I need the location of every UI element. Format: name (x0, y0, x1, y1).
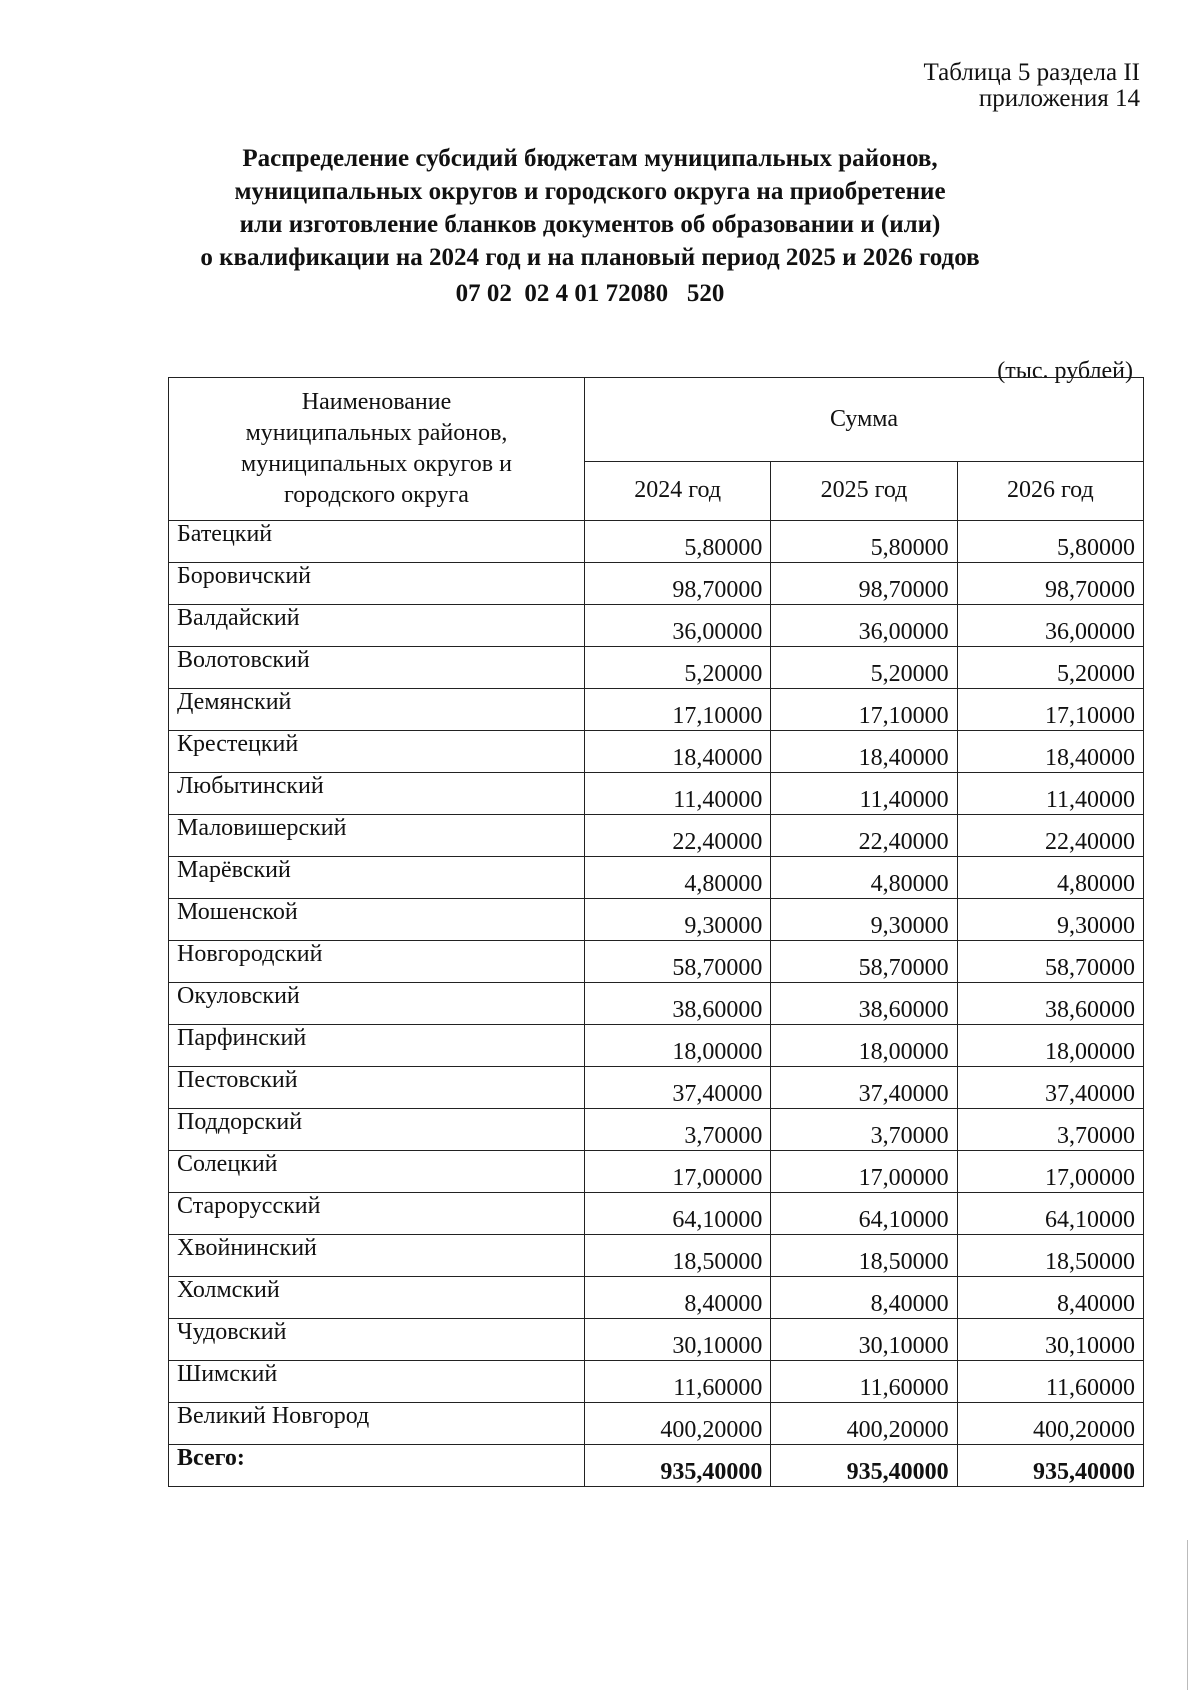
table-row (169, 521, 1144, 563)
district-name-cell: Великий Новгород (169, 1403, 585, 1445)
year-header-2024: 2024 год (585, 461, 771, 520)
name-header-line: городского округа (284, 482, 469, 508)
table-body (169, 521, 1144, 1487)
value-2024-cell: 18,50000 (585, 1235, 771, 1277)
value-2024-cell: 38,60000 (585, 983, 771, 1025)
value-2025-cell: 36,00000 (771, 605, 957, 647)
table-row (169, 1277, 1144, 1319)
district-name-cell: Валдайский (169, 605, 585, 647)
value-2025-cell: 9,30000 (771, 899, 957, 941)
value-2025-cell: 58,70000 (771, 941, 957, 983)
title-line: Распределение субсидий бюджетам муниципальных районов, (242, 145, 938, 172)
value-2026-cell: 22,40000 (957, 815, 1143, 857)
value-2026-cell: 4,80000 (957, 857, 1143, 899)
value-2024-cell: 17,00000 (585, 1151, 771, 1193)
table-row (169, 983, 1144, 1025)
value-2026-cell: 36,00000 (957, 605, 1143, 647)
value-2024-cell: 17,10000 (585, 689, 771, 731)
district-name-cell: Старорусский (169, 1193, 585, 1235)
name-header-line: Наименование (301, 389, 452, 415)
value-2024-cell: 64,10000 (585, 1193, 771, 1235)
value-2026-cell: 400,20000 (957, 1403, 1143, 1445)
value-2024-cell: 5,80000 (585, 521, 771, 563)
value-2025-cell: 22,40000 (771, 815, 957, 857)
value-2024-cell: 98,70000 (585, 563, 771, 605)
value-2024-cell: 22,40000 (585, 815, 771, 857)
district-name-cell: Холмский (169, 1277, 585, 1319)
value-2026-cell: 58,70000 (957, 941, 1143, 983)
value-2025-cell: 5,80000 (771, 521, 957, 563)
district-name-cell: Новгородский (169, 941, 585, 983)
value-2025-cell: 8,40000 (771, 1277, 957, 1319)
value-2026-cell: 5,20000 (957, 647, 1143, 689)
value-2024-cell: 18,00000 (585, 1025, 771, 1067)
value-2024-cell: 58,70000 (585, 941, 771, 983)
district-name-cell: Волотовский (169, 647, 585, 689)
district-name-cell: Батецкий (169, 521, 585, 563)
table-row (169, 1361, 1144, 1403)
value-2026-cell: 64,10000 (957, 1193, 1143, 1235)
table-row (169, 1151, 1144, 1193)
year-header-2026: 2026 год (957, 461, 1143, 520)
value-2025-cell: 17,10000 (771, 689, 957, 731)
value-2024-cell: 5,20000 (585, 647, 771, 689)
value-2024-cell: 18,40000 (585, 731, 771, 773)
table-row (169, 731, 1144, 773)
district-name-cell: Солецкий (169, 1151, 585, 1193)
value-2024-cell: 37,40000 (585, 1067, 771, 1109)
table-row (169, 899, 1144, 941)
value-2024-cell: 11,60000 (585, 1361, 771, 1403)
district-name-cell: Окуловский (169, 983, 585, 1025)
table-row (169, 1067, 1144, 1109)
value-2024-cell: 3,70000 (585, 1109, 771, 1151)
value-2025-cell: 18,40000 (771, 731, 957, 773)
district-name-cell: Чудовский (169, 1319, 585, 1361)
value-2026-cell: 935,40000 (957, 1445, 1143, 1487)
table-row (169, 563, 1144, 605)
year-header-2025: 2025 год (771, 461, 957, 520)
district-name-cell: Всего: (169, 1445, 585, 1487)
district-name-cell: Любытинский (169, 773, 585, 815)
value-2024-cell: 935,40000 (585, 1445, 771, 1487)
value-2025-cell: 38,60000 (771, 983, 957, 1025)
budget-code: 07 02 02 4 01 72080 520 (455, 280, 725, 307)
value-2025-cell: 5,20000 (771, 647, 957, 689)
value-2026-cell: 3,70000 (957, 1109, 1143, 1151)
table-row (169, 773, 1144, 815)
table-row (169, 1025, 1144, 1067)
table-row (169, 1403, 1144, 1445)
district-name-cell: Хвойнинский (169, 1235, 585, 1277)
appendix-line-1: Таблица 5 раздела II (923, 59, 1140, 86)
appendix-reference (924, 60, 1140, 112)
name-column-header (169, 378, 585, 521)
table-row (169, 815, 1144, 857)
value-2024-cell: 36,00000 (585, 605, 771, 647)
value-2024-cell: 11,40000 (585, 773, 771, 815)
value-2026-cell: 18,00000 (957, 1025, 1143, 1067)
table-row (169, 605, 1144, 647)
value-2024-cell: 30,10000 (585, 1319, 771, 1361)
total-row (169, 1445, 1144, 1487)
value-2026-cell: 37,40000 (957, 1067, 1143, 1109)
value-2026-cell: 17,10000 (957, 689, 1143, 731)
document-title (150, 142, 1030, 274)
value-2026-cell: 38,60000 (957, 983, 1143, 1025)
district-name-cell: Пестовский (169, 1067, 585, 1109)
value-2026-cell: 11,40000 (957, 773, 1143, 815)
value-2025-cell: 400,20000 (771, 1403, 957, 1445)
table-row (169, 1109, 1144, 1151)
district-name-cell: Марёвский (169, 857, 585, 899)
district-name-cell: Крестецкий (169, 731, 585, 773)
value-2026-cell: 17,00000 (957, 1151, 1143, 1193)
table-row (169, 689, 1144, 731)
value-2025-cell: 3,70000 (771, 1109, 957, 1151)
table-row (169, 1235, 1144, 1277)
value-2026-cell: 11,60000 (957, 1361, 1143, 1403)
value-2026-cell: 30,10000 (957, 1319, 1143, 1361)
sum-column-header: Сумма (585, 378, 1144, 462)
name-header-line: муниципальных районов, (245, 420, 508, 446)
district-name-cell: Демянский (169, 689, 585, 731)
value-2024-cell: 8,40000 (585, 1277, 771, 1319)
appendix-line-2: приложения 14 (978, 85, 1140, 112)
title-line: о квалификации на 2024 год и на плановый период 2025 и 2026 годов (200, 244, 980, 271)
value-2025-cell: 17,00000 (771, 1151, 957, 1193)
table-row (169, 1319, 1144, 1361)
value-2025-cell: 18,50000 (771, 1235, 957, 1277)
table-row (169, 1193, 1144, 1235)
table-row (169, 857, 1144, 899)
value-2025-cell: 64,10000 (771, 1193, 957, 1235)
page-edge-line (1187, 1540, 1188, 1690)
value-2026-cell: 9,30000 (957, 899, 1143, 941)
value-2026-cell: 8,40000 (957, 1277, 1143, 1319)
units-label: (тыс. рублей) (997, 358, 1133, 384)
district-name-cell: Маловишерский (169, 815, 585, 857)
value-2025-cell: 18,00000 (771, 1025, 957, 1067)
value-2026-cell: 18,40000 (957, 731, 1143, 773)
value-2025-cell: 11,40000 (771, 773, 957, 815)
district-name-cell: Шимский (169, 1361, 585, 1403)
value-2024-cell: 4,80000 (585, 857, 771, 899)
value-2026-cell: 18,50000 (957, 1235, 1143, 1277)
district-name-cell: Мошенской (169, 899, 585, 941)
district-name-cell: Боровичский (169, 563, 585, 605)
value-2026-cell: 98,70000 (957, 563, 1143, 605)
title-line: или изготовление бланков документов об образовании и (или) (239, 211, 941, 238)
district-name-cell: Парфинский (169, 1025, 585, 1067)
value-2025-cell: 30,10000 (771, 1319, 957, 1361)
value-2025-cell: 935,40000 (771, 1445, 957, 1487)
value-2024-cell: 9,30000 (585, 899, 771, 941)
name-header-line: муниципальных округов и (241, 451, 512, 477)
value-2025-cell: 11,60000 (771, 1361, 957, 1403)
table-row (169, 647, 1144, 689)
value-2024-cell: 400,20000 (585, 1403, 771, 1445)
value-2026-cell: 5,80000 (957, 521, 1143, 563)
table-row (169, 941, 1144, 983)
value-2025-cell: 4,80000 (771, 857, 957, 899)
title-line: муниципальных округов и городского округа на приобретение (234, 178, 946, 205)
subsidy-table (168, 377, 1144, 1487)
value-2025-cell: 37,40000 (771, 1067, 957, 1109)
district-name-cell: Поддорский (169, 1109, 585, 1151)
value-2025-cell: 98,70000 (771, 563, 957, 605)
